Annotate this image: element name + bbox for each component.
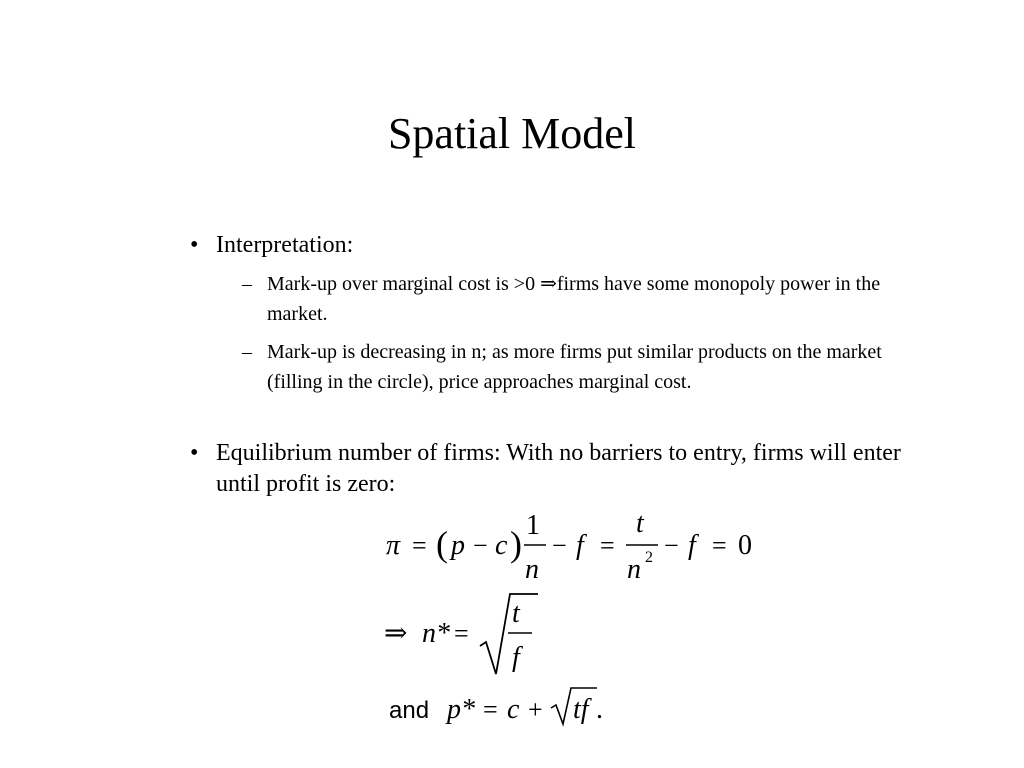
cost-variable: c bbox=[507, 694, 520, 725]
subitem-marker: – bbox=[242, 341, 252, 363]
period: . bbox=[596, 694, 603, 725]
cost-variable: c bbox=[495, 530, 508, 561]
slide-title: Spatial Model bbox=[387, 109, 637, 158]
subitem-text: Mark-up is decreasing in n; as more firms put similar products on the market (filling in the circle), price approaches marginal cost. bbox=[267, 341, 882, 393]
equals-sign: = bbox=[712, 531, 727, 560]
frac1-numerator: 1 bbox=[526, 510, 540, 541]
equals-sign: = bbox=[412, 531, 427, 560]
pi-symbol: π bbox=[386, 530, 401, 561]
minus-sign: − bbox=[552, 531, 567, 560]
fixed-cost-variable: f bbox=[576, 530, 584, 561]
profit-equation bbox=[380, 508, 780, 586]
frac1-denominator: n bbox=[525, 554, 539, 585]
equals-sign: = bbox=[600, 531, 615, 560]
frac2-numerator: t bbox=[636, 508, 644, 539]
nstar-label: n* bbox=[422, 618, 450, 649]
frac2-denominator: n bbox=[627, 554, 641, 585]
right-paren: ) bbox=[510, 524, 522, 564]
minus-sign: − bbox=[664, 531, 679, 560]
subitem-text: Mark-up over marginal cost is >0 ⇒firms have some monopoly power in the market. bbox=[267, 273, 881, 325]
pstar-equation bbox=[385, 682, 625, 732]
sqrt-numerator: t bbox=[512, 598, 520, 629]
bullet-text: Equilibrium number of firms: With no barriers to entry, firms will enter until profit is zero: bbox=[216, 440, 901, 497]
price-variable: p bbox=[451, 530, 465, 561]
bullet-text: Interpretation: bbox=[216, 232, 354, 258]
bullet-marker: • bbox=[190, 440, 199, 466]
plus-sign: + bbox=[528, 695, 543, 724]
and-label: and bbox=[389, 697, 430, 724]
bullet-marker: • bbox=[190, 232, 199, 258]
frac2-exponent: 2 bbox=[645, 549, 653, 566]
nstar-equation bbox=[380, 590, 580, 680]
equals-sign: = bbox=[454, 619, 469, 648]
pstar-label: p* bbox=[447, 694, 475, 725]
equals-sign: = bbox=[483, 695, 498, 724]
implies-arrow: ⇒ bbox=[384, 618, 408, 649]
left-paren: ( bbox=[436, 524, 448, 564]
sqrt-denominator: f bbox=[512, 642, 520, 673]
minus-sign: − bbox=[473, 531, 488, 560]
fixed-cost-variable: f bbox=[688, 530, 696, 561]
sqrt-radicand: tf bbox=[573, 694, 589, 725]
subitem-marker: – bbox=[242, 273, 252, 295]
zero-value: 0 bbox=[738, 530, 752, 561]
sqrt-symbol bbox=[480, 594, 538, 674]
